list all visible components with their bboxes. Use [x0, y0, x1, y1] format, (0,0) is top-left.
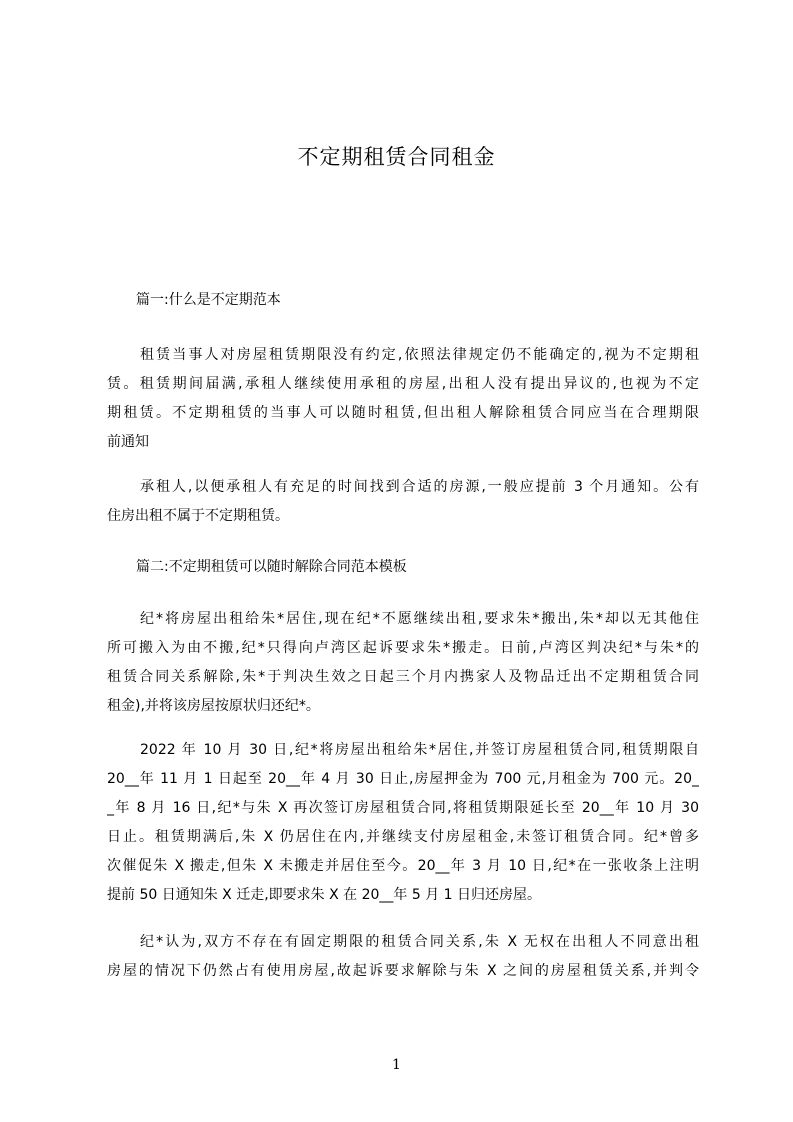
paragraph-line: 期租赁。不定期租赁的当事人可以随时租赁,但出租人解除租赁合同应当在合理期限 — [107, 405, 699, 421]
paragraph-line: 所可搬入为由不搬,纪*只得向卢湾区起诉要求朱*搬走。日前,卢湾区判决纪*与朱*的 — [107, 640, 699, 656]
paragraph-line: 20__年 11 月 1 日起至 20__年 4 月 30 日止,房屋押金为 700 元,月租金为 700 元。20_ — [107, 771, 699, 787]
paragraph-line: 承租人,以便承租人有充足的时间找到合适的房源,一般应提前 3 个月通知。公有 — [140, 479, 699, 495]
paragraph-4 — [107, 736, 699, 910]
paragraph-5 — [107, 928, 699, 986]
paragraph-line: _年 8 月 16 日,纪*与朱 X 再次签订房屋租赁合同,将租赁期限延长至 20__年 10 月 30 — [107, 800, 699, 816]
section-heading-1: 篇一:什么是不定期范本 — [136, 292, 281, 308]
paragraph-line: 2022 年 10 月 30 日,纪*将房屋出租给朱*居住,并签订房屋租赁合同,租赁期限自 — [140, 742, 699, 758]
paragraph-line: 纪*将房屋出租给朱*居住,现在纪*不愿继续出租,要求朱*搬出,朱*却以无其他住 — [140, 611, 699, 627]
paragraph-1 — [107, 341, 699, 457]
paragraph-line: 住房出租不属于不定期租赁。 — [107, 508, 289, 524]
paragraph-line: 租赁当事人对房屋租赁期限没有约定,依照法律规定仍不能确定的,视为不定期租 — [140, 347, 699, 363]
paragraph-2 — [107, 473, 699, 531]
paragraph-line: 提前 50 日通知朱 X 迁走,即要求朱 X 在 20__年 5 月 1 日归还房屋。 — [107, 887, 542, 903]
page-number: 1 — [392, 1057, 401, 1073]
paragraph-line: 赁。租赁期间届满,承租人继续使用承租的房屋,出租人没有提出异议的,也视为不定 — [107, 376, 699, 392]
paragraph-line: 日止。租赁期满后,朱 X 仍居住在内,并继续支付房屋租金,未签订租赁合同。纪*曾多 — [107, 829, 699, 845]
paragraph-3 — [107, 605, 699, 721]
section-heading-2: 篇二:不定期租赁可以随时解除合同范本模板 — [136, 559, 407, 575]
paragraph-line: 租金),并将该房屋按原状归还纪*。 — [107, 698, 320, 714]
document-title: 不定期租赁合同租金 — [297, 145, 496, 169]
paragraph-line: 前通知 — [107, 434, 149, 450]
paragraph-line: 次催促朱 X 搬走,但朱 X 未搬走并居住至今。20__年 3 月 10 日,纪*在一张收条上注明 — [107, 858, 699, 874]
paragraph-line: 租赁合同关系解除,朱*于判决生效之日起三个月内携家人及物品迁出不定期租赁合同 — [107, 669, 699, 685]
paragraph-line: 纪*认为,双方不存在有固定期限的租赁合同关系,朱 X 无权在出租人不同意出租 — [140, 934, 699, 950]
paragraph-line: 房屋的情况下仍然占有使用房屋,故起诉要求解除与朱 X 之间的房屋租赁关系,并判令 — [107, 963, 699, 979]
